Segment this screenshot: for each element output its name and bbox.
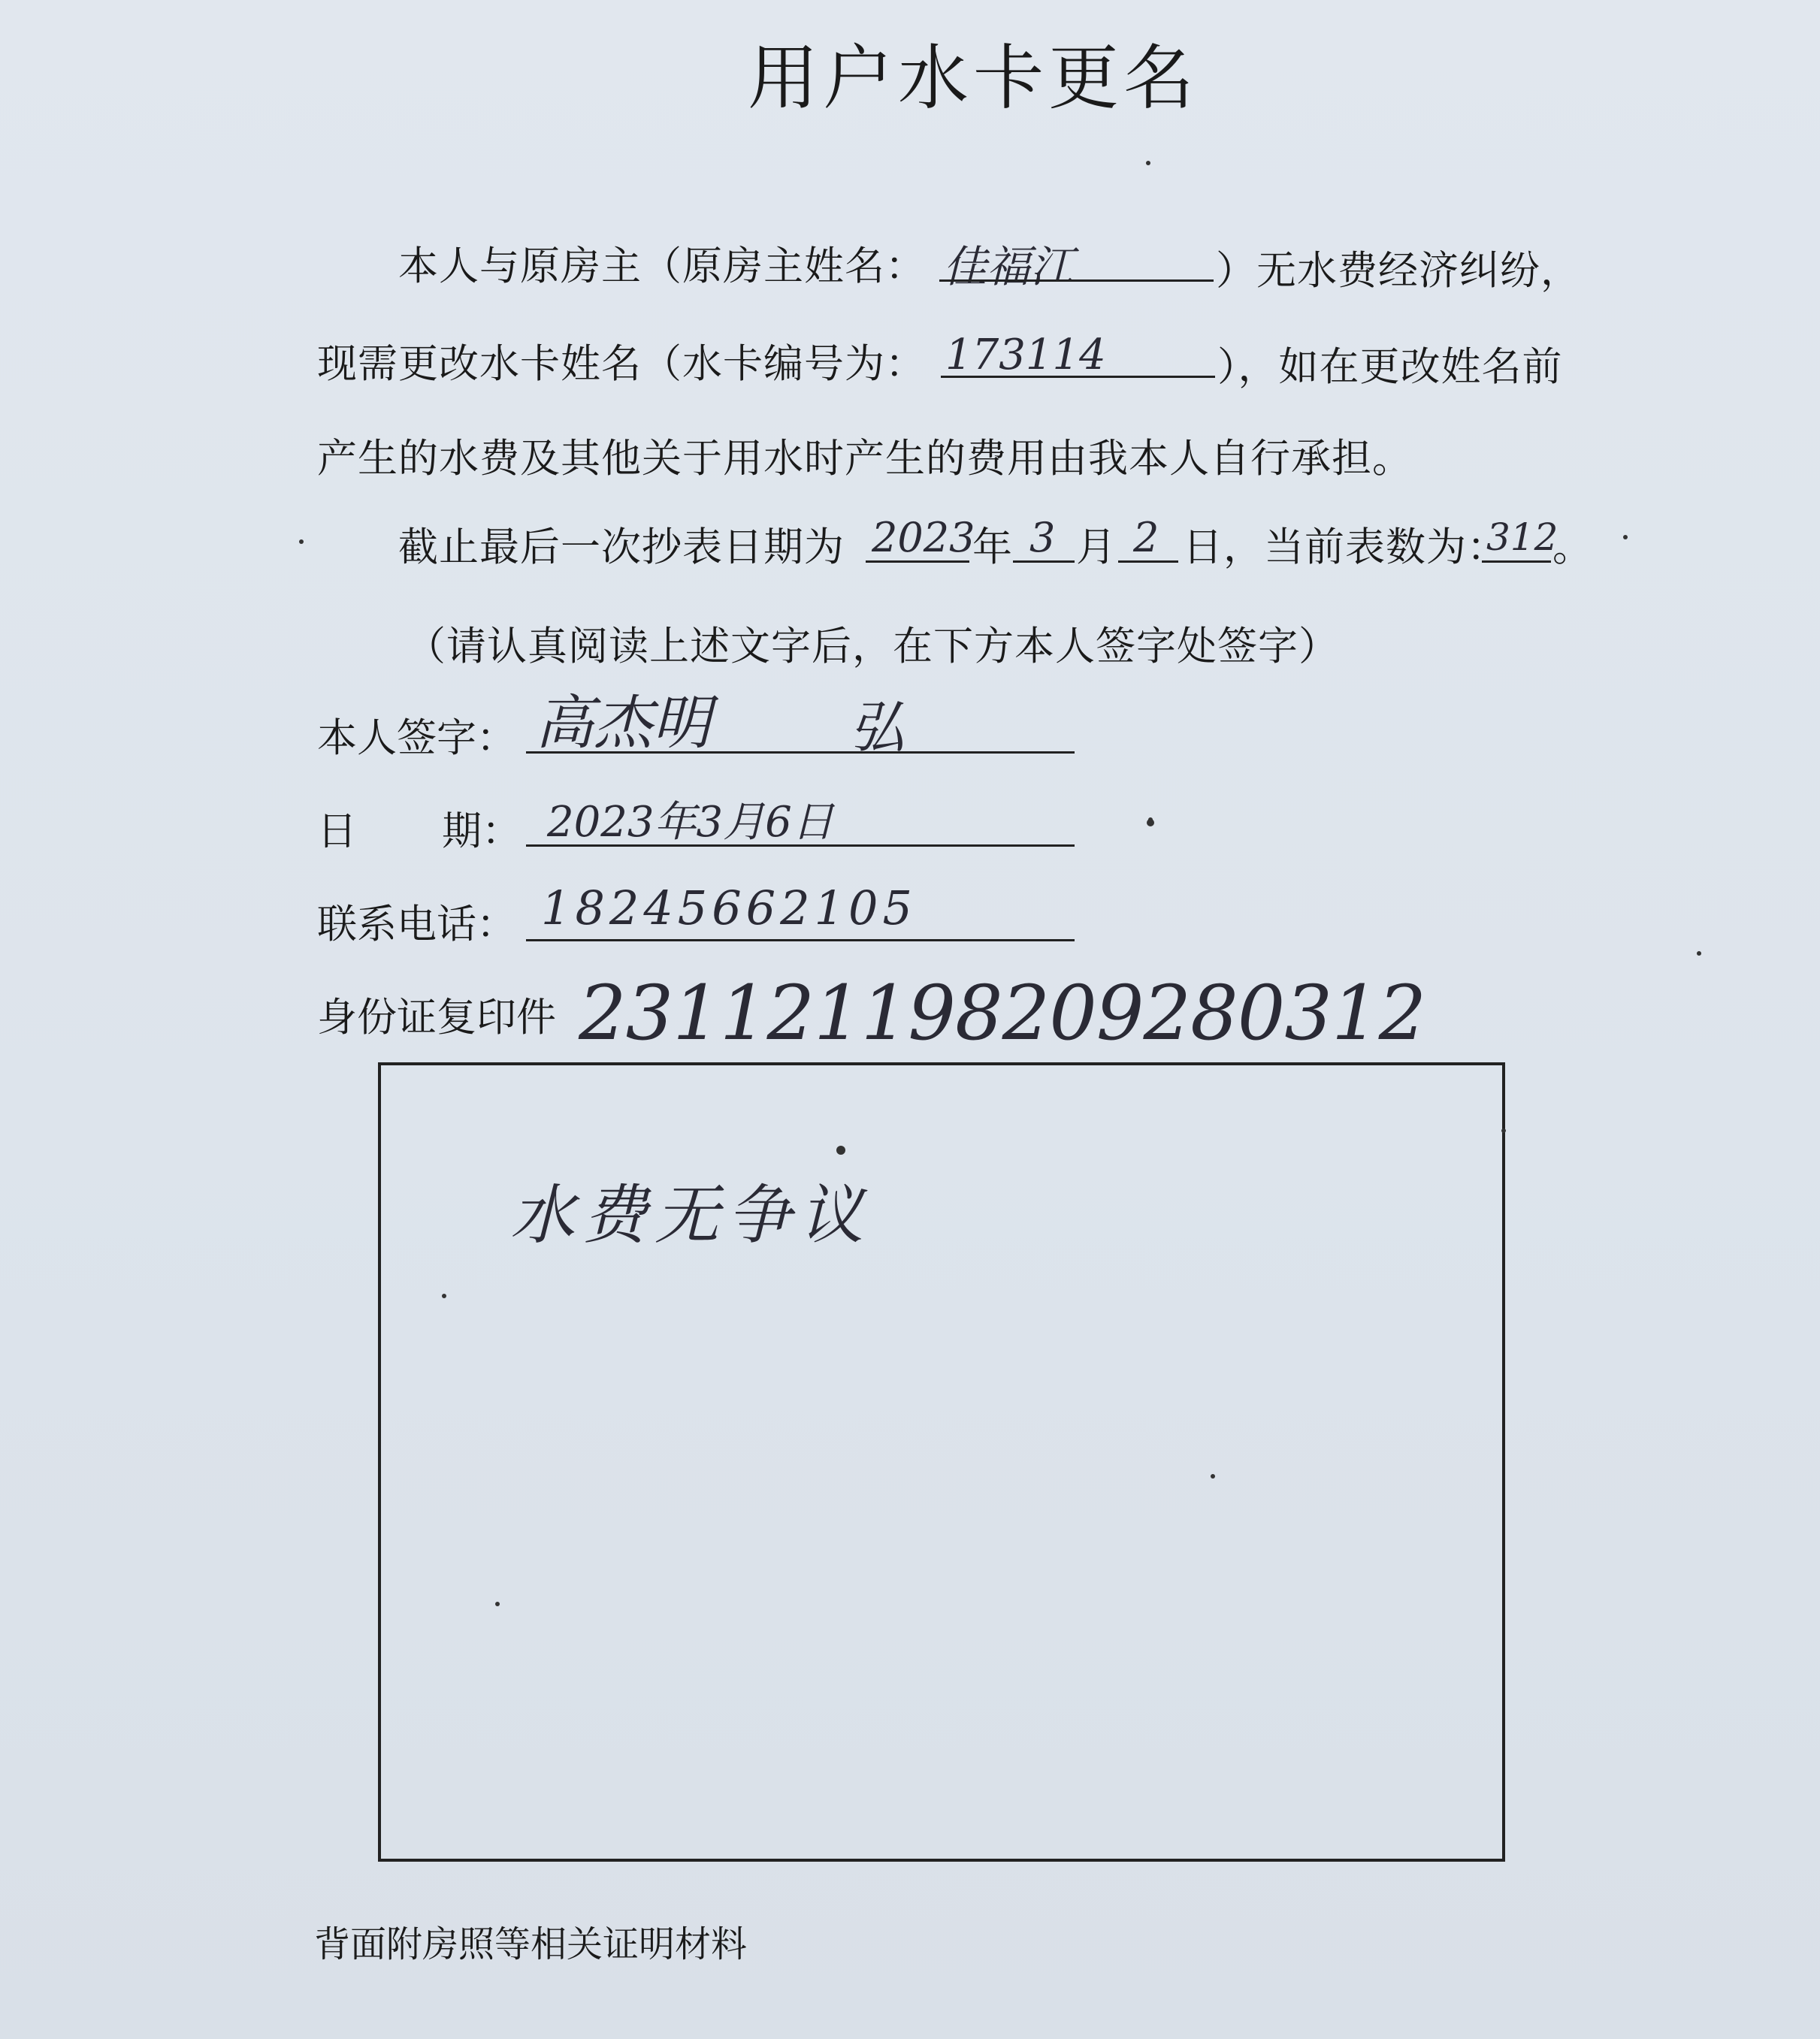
card-number-underline xyxy=(941,376,1215,378)
scan-speck xyxy=(1697,951,1701,956)
date-label-2: 期： xyxy=(442,808,522,854)
phone-handwritten: 18245662105 xyxy=(541,881,917,935)
footer-note: 背面附房照等相关证明材料 xyxy=(314,1923,748,1965)
para3-text: 产生的水费及其他关于用水时产生的费用由我本人自行承担。 xyxy=(317,436,1413,482)
reading-year-label: 年 xyxy=(972,524,1013,570)
scan-speck xyxy=(1147,819,1154,826)
reading-prefix: 截止最后一次抄表日期为 xyxy=(398,524,845,570)
signature-extra-handwritten: 弘 xyxy=(849,696,905,760)
scan-speck xyxy=(1146,161,1150,165)
id-copy-label: 身份证复印件 xyxy=(317,995,556,1041)
signature-label: 本人签字： xyxy=(317,715,516,761)
para1-prefix: 本人与原房主（原房主姓名： xyxy=(398,243,926,289)
reading-year-underline xyxy=(866,560,969,563)
date-underline xyxy=(526,844,1075,847)
document-title: 用户水卡更名 xyxy=(748,38,1199,119)
owner-name-underline xyxy=(939,279,1214,282)
instruction-text: （请认真阅读上述文字后，在下方本人签字处签字） xyxy=(406,624,1339,669)
reading-month-label: 月 xyxy=(1076,524,1117,570)
meter-reading-underline xyxy=(1482,560,1551,563)
signature-handwritten: 高杰明 xyxy=(535,690,712,757)
reading-year-handwritten: 2023 xyxy=(872,514,975,561)
reading-end: 。 xyxy=(1552,524,1593,570)
id-copy-box xyxy=(378,1062,1505,1862)
scan-speck xyxy=(299,539,304,544)
meter-reading-handwritten: 312 xyxy=(1486,515,1558,559)
scan-speck xyxy=(1501,1128,1506,1133)
phone-label: 联系电话： xyxy=(317,902,516,947)
id-number-handwritten: 231121198209280312 xyxy=(579,969,1426,1057)
scan-speck xyxy=(1211,1474,1215,1479)
reading-month-handwritten: 3 xyxy=(1029,514,1056,561)
para2-prefix: 现需更改水卡姓名（水卡编号为： xyxy=(317,341,926,387)
phone-underline xyxy=(526,939,1075,941)
scan-speck xyxy=(1623,535,1628,539)
signature-underline xyxy=(526,751,1075,754)
scan-speck xyxy=(836,1146,845,1155)
para2-suffix: ），如在更改姓名前 xyxy=(1217,344,1563,390)
owner-name-handwritten: 佳福江 xyxy=(943,241,1075,292)
reading-month-underline xyxy=(1013,560,1075,563)
para1-suffix: ）无水费经济纠纷， xyxy=(1216,248,1581,294)
reading-day-handwritten: 2 xyxy=(1133,514,1159,561)
reading-day-underline xyxy=(1118,560,1178,563)
box-note-handwritten: 水费无争议 xyxy=(510,1178,871,1253)
card-number-handwritten: 173114 xyxy=(945,331,1106,379)
scan-speck xyxy=(495,1602,500,1606)
reading-day-label: 日，当前表数为： xyxy=(1183,524,1507,570)
date-handwritten: 2023年3月6日 xyxy=(547,798,834,847)
date-label-1: 日 xyxy=(317,808,357,854)
scan-speck xyxy=(442,1294,446,1298)
